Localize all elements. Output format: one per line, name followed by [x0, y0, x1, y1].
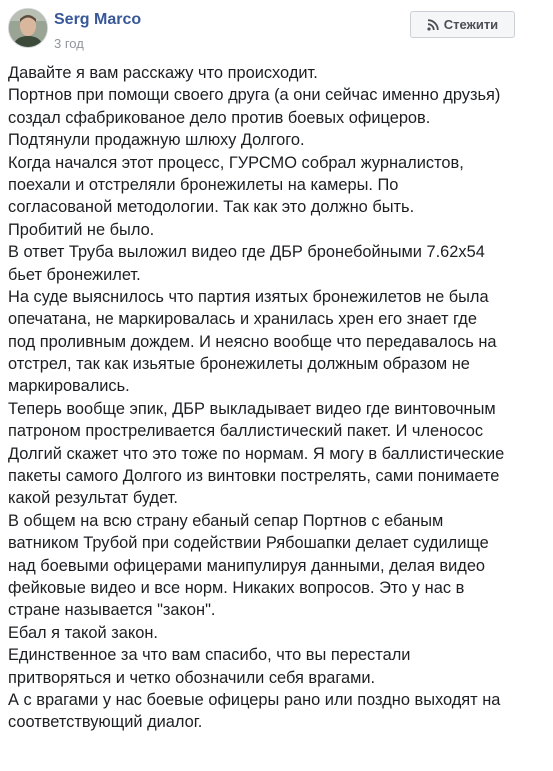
post-text-line: На суде выяснилось что партия изятых бронежилетов не была [8, 287, 489, 306]
post-text-line: маркировались. [8, 377, 130, 396]
post-text-line: притворяться и четко обозначили себя врагами. [8, 668, 376, 687]
post-text-line: Долгий скажет что это тоже по нормам. Я могу в баллистические [8, 444, 505, 463]
post-text-line: Когда начался этот процесс, ГУРСМО собрал журналистов, [8, 153, 464, 172]
post-text-line: поехали и отстреляли бронежилеты на камеры. По [8, 175, 399, 194]
post-text-line: Подтянули продажную шлюху Долгого. [8, 131, 305, 150]
post-text-line: стране называется "закон". [8, 601, 216, 620]
post-timestamp[interactable]: 3 год [54, 36, 84, 51]
post-text-line: патроном простреливается баллистический пакет. И членосос [8, 422, 484, 441]
author-name[interactable]: Serg Marco [54, 11, 142, 28]
post-text-line: Давайте я вам расскажу что происходит. [8, 64, 318, 82]
post-text-line: согласованой методологии. Так как это должно быть. [8, 198, 415, 217]
post-text-line: отстрел, так как изьятые бронежилеты должным образом не [8, 355, 470, 374]
post-text-line: В ответ Труба выложил видео где ДБР бронебойными 7.62х54 [8, 243, 485, 262]
post-text-line: какой результат будет. [8, 489, 178, 508]
post-text-line: Пробитий не было. [8, 220, 155, 239]
post-text-line: под проливным дождем. И неясно вообще что передавалось на [8, 332, 497, 351]
follow-button-label: Стежити [443, 17, 499, 32]
post-text-line: соответствующий диалог. [8, 713, 203, 732]
post-text-line: Портнов при помощи своего друга (а они сейчас именно друзья) [8, 86, 501, 105]
post-text-line: бьет бронежилет. [8, 265, 141, 284]
post-text-line: над боевыми офицерами манипулируя данными, делая видео [8, 556, 486, 575]
follow-button[interactable] [410, 11, 515, 38]
post-text-line: создал сфабрикованое дело против боевых офицеров. [8, 108, 431, 127]
post-text-line: В общем на всю страну ебаный сепар Портнов с ебаным [8, 511, 444, 530]
post-text-line: Ебал я такой закон. [8, 623, 158, 642]
post-text-line: фейковые видео и все норм. Никаких вопросов. Это у нас в [8, 578, 465, 597]
post-text-line: А с врагами у нас боевые офицеры рано или поздно выходят на [8, 690, 501, 709]
post-text [8, 62, 548, 734]
post-text-line: пакеты самого Долгого из винтовки пострелять, сами понимаете [8, 467, 500, 486]
avatar-photo [9, 9, 47, 47]
post-text-line: опечатана, не маркировалась и хранилась хрен его знает где [8, 310, 477, 329]
post-text-line: Теперь вообще эпик, ДБР выкладывает видео где винтовочным [8, 399, 496, 418]
avatar[interactable] [8, 8, 48, 48]
rss-icon [427, 19, 439, 31]
post-header [0, 0, 553, 62]
post-text-line: ватником Трубой при содействии Рябошапки делает судилище [8, 534, 489, 553]
post-text-line: Единственное за что вам спасибо, что вы перестали [8, 646, 411, 665]
